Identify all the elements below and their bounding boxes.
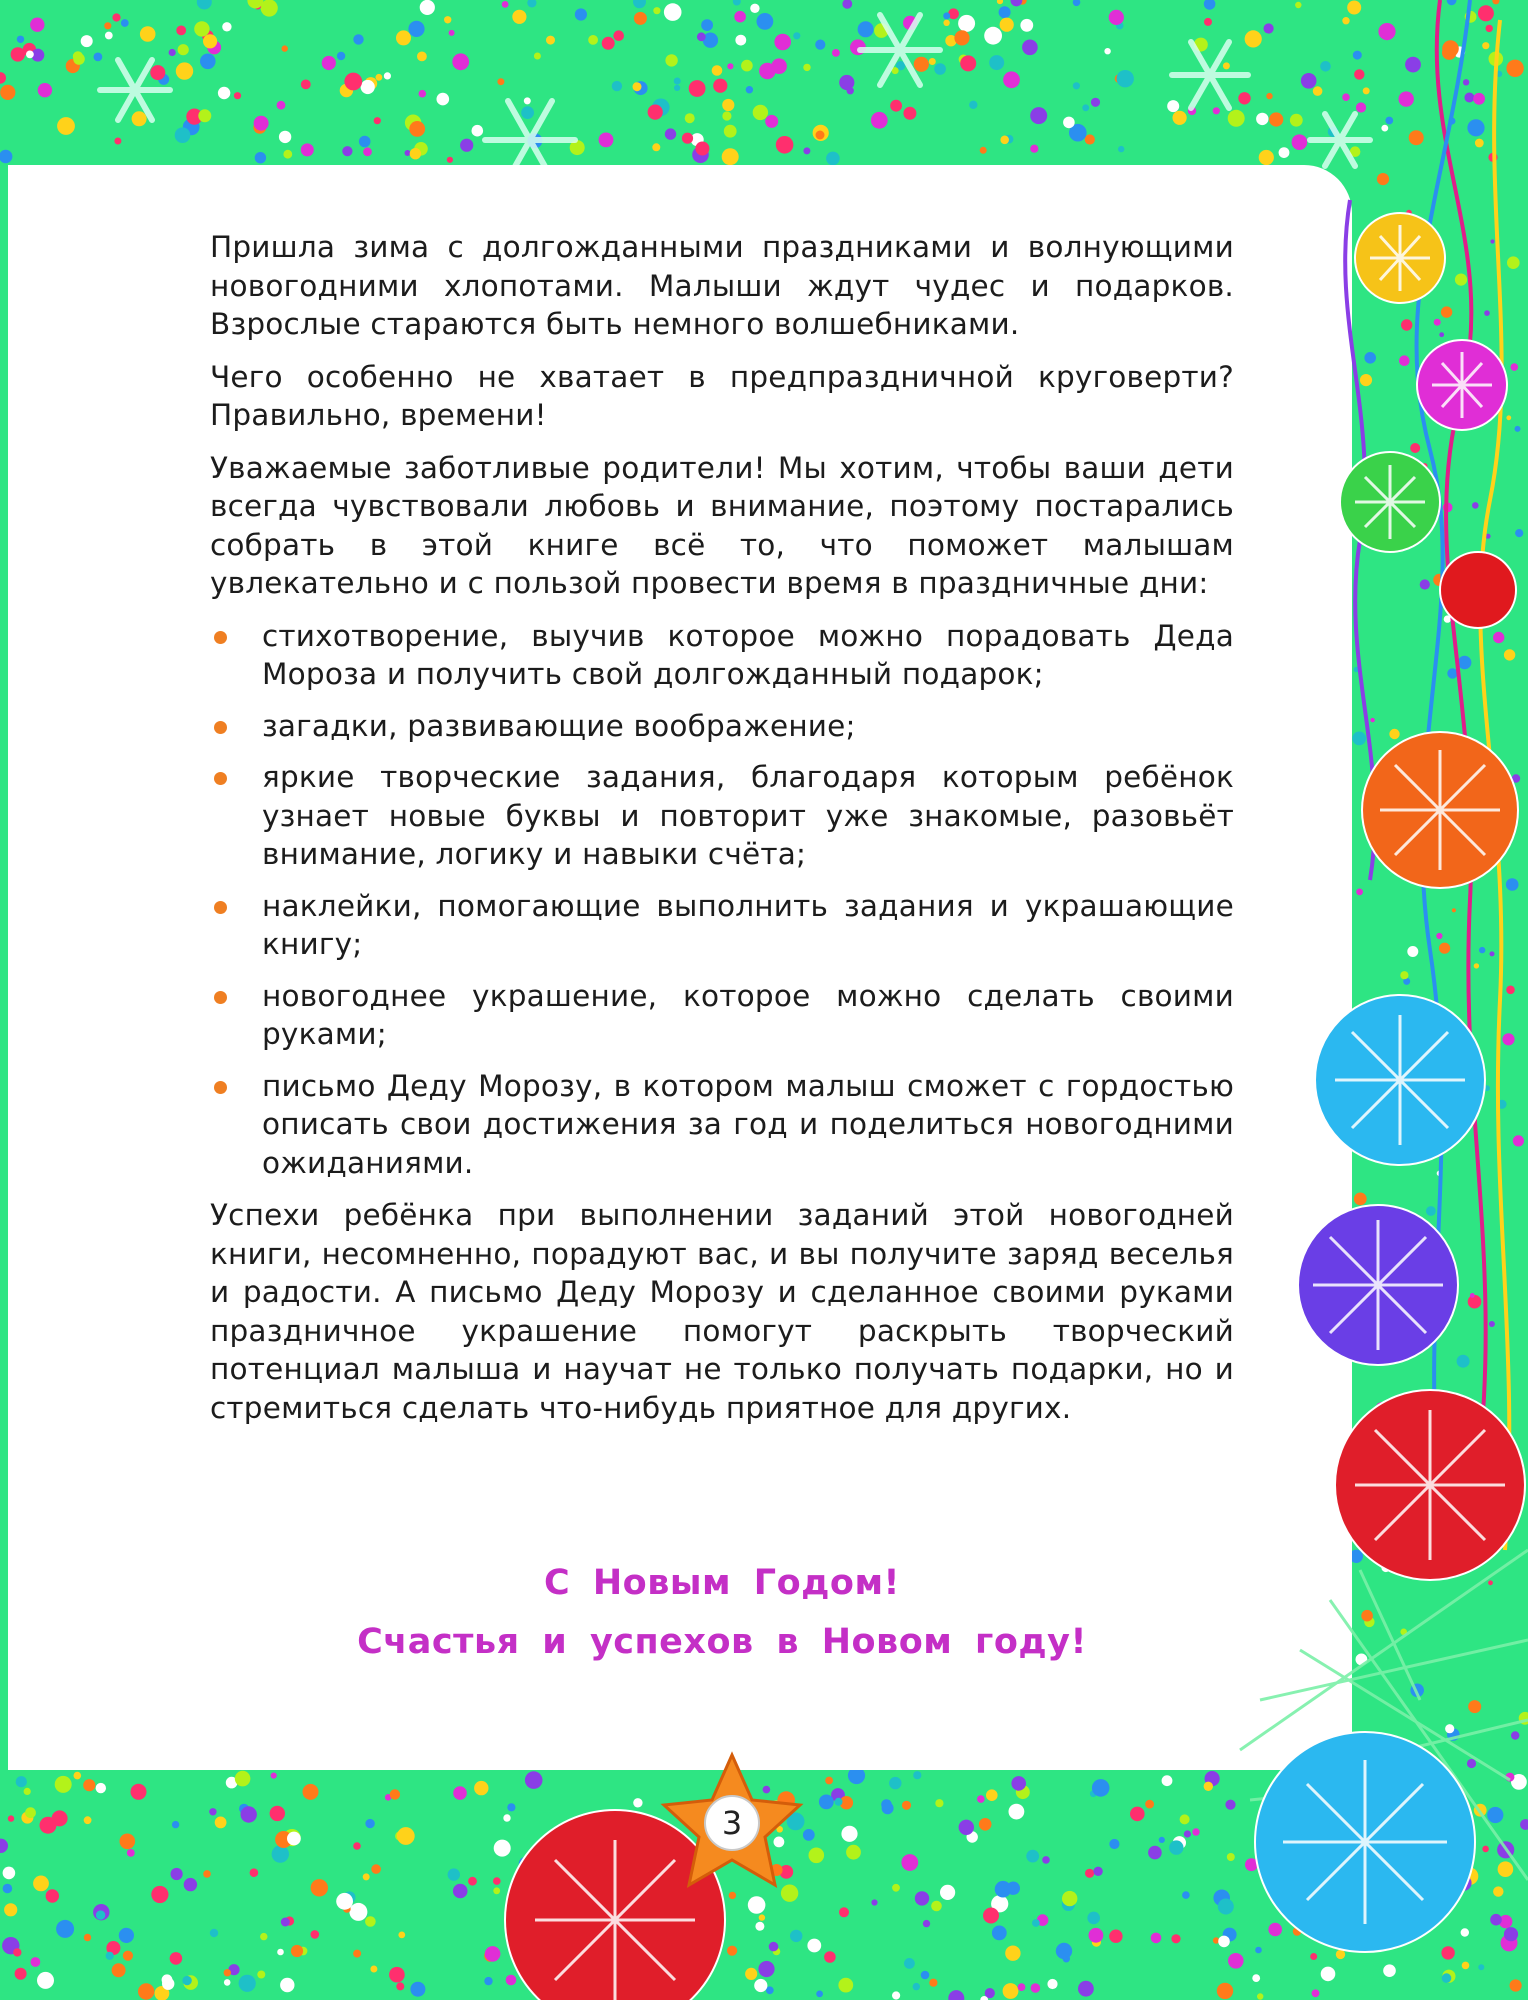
list-item xyxy=(210,887,1234,964)
bullet-icon xyxy=(214,1081,227,1094)
list-item-text: новогоднее украшение, которое можно сделать своими руками; xyxy=(262,978,1234,1051)
bullet-icon xyxy=(214,901,227,914)
contents-list xyxy=(210,617,1234,1183)
bullet-icon xyxy=(214,991,227,1004)
list-item xyxy=(210,617,1234,694)
paragraph-1: Пришла зима с долгожданными праздниками и волнующими новогодними хлопотами. Малыши ждут чудес и подарков. Взрослые стараются быть немного волшебниками. xyxy=(210,230,1234,341)
paragraph-3: Уважаемые заботливые родители! Мы хотим, чтобы ваши дети всегда чувствовали любовь и внимание, поэтому постарались собрать в этой книге всё то, что поможет малышам увлекательно и с пользой провести время в праздничные дни: xyxy=(210,450,1234,600)
list-item xyxy=(210,1067,1234,1183)
list-item-text: стихотворение, выучив которое можно порадовать Деда Мороза и получить свой долгожданный подарок; xyxy=(262,618,1234,691)
list-item-text: наклейки, помогающие выполнить задания и украшающие книгу; xyxy=(262,888,1234,961)
list-item xyxy=(210,977,1234,1054)
greeting-line-1: С Новым Годом! xyxy=(543,1563,901,1603)
bullet-icon xyxy=(214,721,227,734)
bullet-icon xyxy=(214,631,227,644)
list-item xyxy=(210,707,1234,746)
list-item-text: письмо Деду Морозу, в котором малыш сможет с гордостью описать свои достижения за год и поделиться новогодними ожиданиями. xyxy=(262,1068,1234,1180)
paragraph-4: Успехи ребёнка при выполнении заданий этой новогодней книги, несомненно, порадуют вас, и вы получите заряд веселья и радости. А письмо Деду Морозу и сделанное своими руками праздничное украшение помогут раскрыть творческий потенциал малыша и научат не только получать подарки, но и стремиться сделать что-нибудь приятное для других. xyxy=(210,1198,1234,1425)
bullet-icon xyxy=(214,772,227,785)
page-number: 3 xyxy=(721,1804,743,1842)
paragraph-2: Чего особенно не хватает в предпраздничной круговерти? Правильно, времени! xyxy=(210,359,1234,432)
list-item-text: загадки, развивающие воображение; xyxy=(262,708,856,743)
list-item-text: яркие творческие задания, благодаря которым ребёнок узнает новые буквы и повторит уже знакомые, разовьёт внимание, логику и навыки счёта; xyxy=(262,760,1234,871)
greeting-line-2: Счастья и успехов в Новом году! xyxy=(357,1622,1087,1662)
list-item xyxy=(210,758,1234,874)
intro-text xyxy=(210,228,1234,1441)
